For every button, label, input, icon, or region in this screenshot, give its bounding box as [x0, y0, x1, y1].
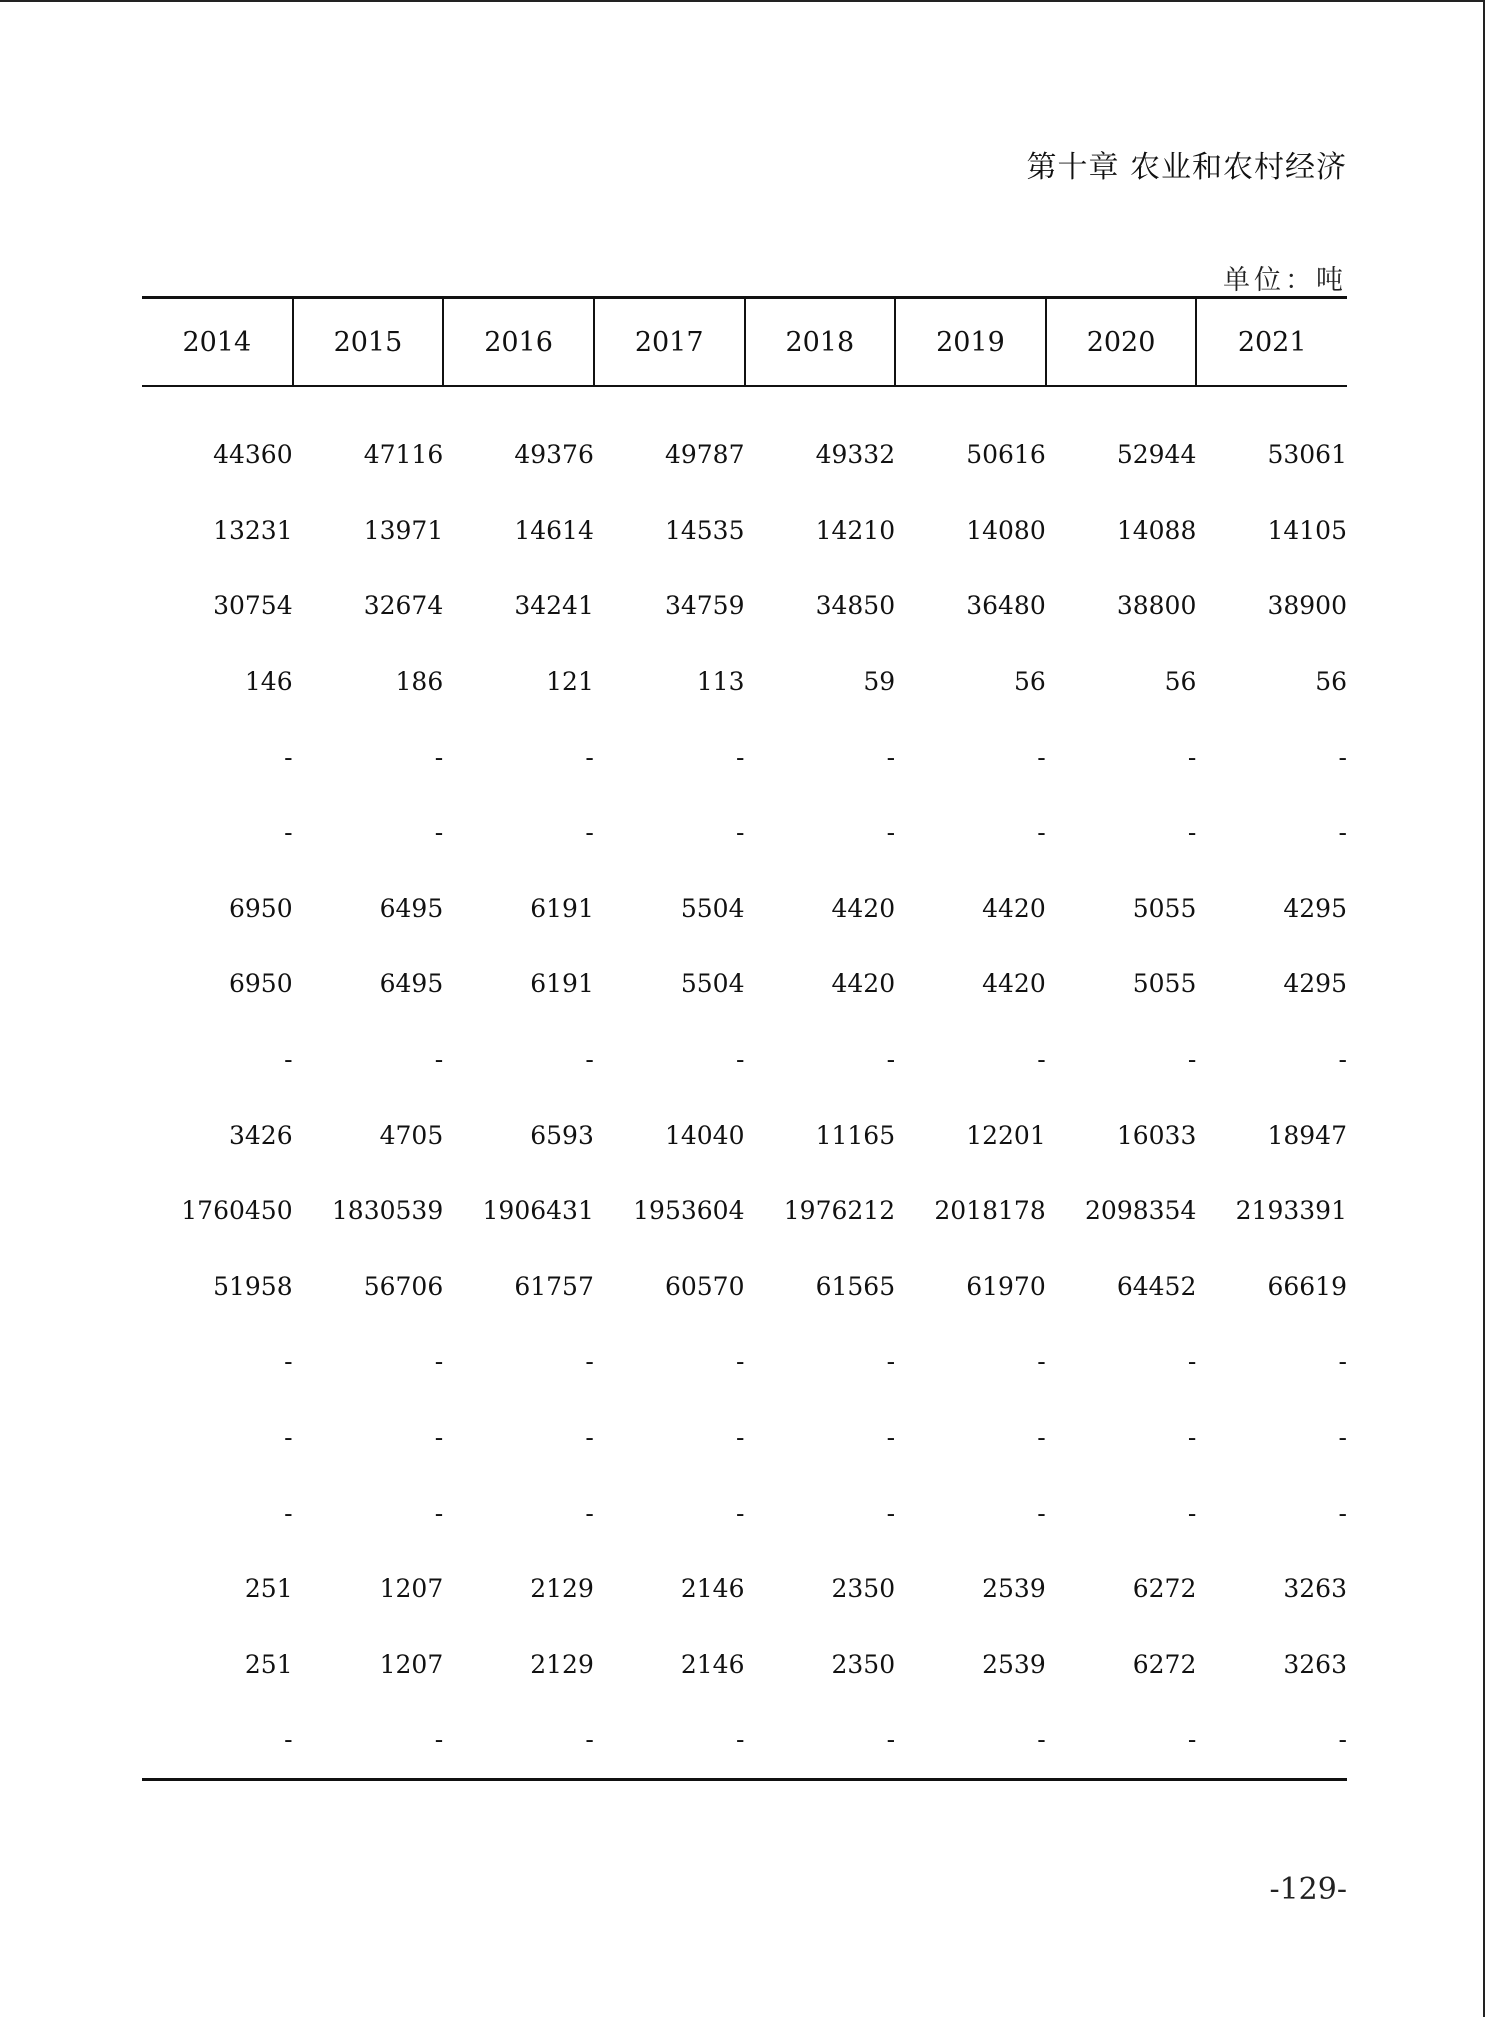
table-cell: 53061	[1267, 440, 1347, 470]
table-cell: 64452	[1116, 1271, 1197, 1301]
table-cell: -	[434, 1347, 444, 1377]
table-cell: -	[1187, 1498, 1197, 1528]
table-cell: 113	[696, 667, 745, 697]
table-cell: 14088	[1116, 515, 1197, 545]
column-header: 2021	[1196, 298, 1347, 387]
table-row	[142, 795, 1347, 871]
table-cell: -	[284, 1423, 293, 1453]
table-cell: -	[886, 818, 896, 848]
table-cell: 6272	[1132, 1649, 1197, 1679]
table-cell: 1830539	[331, 1196, 444, 1226]
table-cell: 60570	[664, 1271, 745, 1301]
table-cell: 3263	[1283, 1649, 1347, 1679]
table-cell: -	[895, 1702, 1046, 1779]
unit-label: 单位：吨	[1223, 265, 1347, 296]
column-header: 2020	[1046, 298, 1197, 387]
table-cell: 36480	[966, 591, 1046, 621]
table-cell: 6950	[229, 893, 293, 923]
table-cell: 4420	[831, 969, 896, 999]
spacer-cell	[142, 386, 1347, 417]
table-cell: -	[142, 1702, 293, 1779]
table-cell: -	[293, 1702, 444, 1779]
table-cell: -	[1338, 818, 1347, 848]
table-cell: -	[1187, 1347, 1197, 1377]
table-cell: 6495	[379, 893, 444, 923]
table-cell: 66619	[1267, 1271, 1347, 1301]
column-header: 2014	[142, 298, 293, 387]
table-cell: 3426	[229, 1120, 293, 1150]
table-cell: 4295	[1283, 893, 1347, 923]
column-header: 2016	[443, 298, 594, 387]
table-cell: 251	[244, 1574, 293, 1604]
table-cell: -	[736, 1347, 745, 1377]
table-cell: 14210	[815, 515, 896, 545]
table-cell: 1207	[379, 1574, 444, 1604]
table-cell: 16033	[1116, 1120, 1197, 1150]
column-header: 2019	[895, 298, 1046, 387]
table-cell: 61757	[514, 1271, 594, 1301]
table-cell: 13971	[363, 515, 444, 545]
table-row	[142, 1097, 1347, 1173]
table-cell: -	[1037, 1045, 1046, 1075]
table-cell: 5504	[680, 893, 745, 923]
table-cell: 14105	[1267, 515, 1347, 545]
table-cell: -	[1037, 1423, 1046, 1453]
table-cell: -	[594, 1702, 745, 1779]
table-cell: 11165	[815, 1120, 896, 1150]
table-cell: -	[886, 1498, 896, 1528]
table-cell: 4420	[982, 969, 1046, 999]
table-cell: 2146	[680, 1574, 745, 1604]
table-cell: 121	[546, 667, 594, 697]
table-cell: -	[736, 742, 745, 772]
table-cell: 56	[1315, 667, 1347, 697]
table-cell: 1207	[379, 1649, 444, 1679]
table-row	[142, 1173, 1347, 1249]
table-cell: 34759	[664, 591, 745, 621]
table-cell: 6272	[1132, 1574, 1197, 1604]
table-cell: -	[1338, 742, 1347, 772]
table-cell: 1760450	[181, 1196, 293, 1226]
table-cell: 2350	[831, 1574, 896, 1604]
table-cell: -	[886, 1347, 896, 1377]
table-cell: -	[434, 1498, 444, 1528]
table-cell: 47116	[363, 440, 444, 470]
table-cell: 32674	[363, 591, 444, 621]
table-cell: 1906431	[482, 1196, 594, 1226]
table-cell: -	[886, 1423, 896, 1453]
table-cell: -	[886, 742, 896, 772]
table-cell: 2018178	[934, 1196, 1046, 1226]
table-cell: 2146	[680, 1649, 745, 1679]
table-cell: 2098354	[1085, 1196, 1197, 1226]
table-cell: -	[284, 742, 293, 772]
table-cell: -	[585, 1347, 594, 1377]
table-cell: -	[1338, 1498, 1347, 1528]
table-row	[142, 1249, 1347, 1325]
table-row	[142, 1551, 1347, 1627]
table-cell: -	[434, 742, 444, 772]
table-cell: -	[1187, 818, 1197, 848]
table-cell: -	[1187, 1045, 1197, 1075]
table-cell: 2129	[530, 1574, 594, 1604]
table-cell: -	[284, 1498, 293, 1528]
table-cell: -	[284, 818, 293, 848]
table-cell: -	[585, 1045, 594, 1075]
table-cell: -	[1338, 1423, 1347, 1453]
table-cell: -	[1187, 1423, 1197, 1453]
table-cell: -	[434, 818, 444, 848]
table-cell: -	[736, 818, 745, 848]
table-cell: 6593	[530, 1120, 594, 1150]
table-body	[142, 386, 1347, 1779]
table-cell: 6191	[530, 893, 594, 923]
column-header: 2017	[594, 298, 745, 387]
table-cell: -	[1037, 1347, 1046, 1377]
table-row	[142, 1702, 1347, 1779]
table-cell: 18947	[1267, 1120, 1347, 1150]
table-row	[142, 644, 1347, 720]
table-cell: 146	[244, 667, 293, 697]
table-row	[142, 1324, 1347, 1400]
table-row	[142, 1400, 1347, 1476]
table-cell: -	[1037, 1498, 1046, 1528]
table-cell: -	[886, 1045, 896, 1075]
table-cell: 4420	[982, 893, 1046, 923]
table-row	[142, 946, 1347, 1022]
table-cell: -	[1037, 742, 1046, 772]
table-cell: 4295	[1283, 969, 1347, 999]
table-row	[142, 417, 1347, 493]
table-cell: -	[585, 1498, 594, 1528]
table-cell: 2193391	[1235, 1196, 1347, 1226]
table-cell: -	[1338, 1045, 1347, 1075]
table-cell: 2539	[982, 1649, 1046, 1679]
table-cell: 2129	[530, 1649, 594, 1679]
table-cell: 2350	[831, 1649, 896, 1679]
table-cell: -	[443, 1702, 594, 1779]
table-row	[142, 871, 1347, 947]
table-cell: 52944	[1116, 440, 1197, 470]
table-cell: 14040	[664, 1120, 745, 1150]
table-cell: -	[585, 742, 594, 772]
table-cell: 14080	[966, 515, 1046, 545]
table-cell: 12201	[966, 1120, 1046, 1150]
table-cell: -	[736, 1045, 745, 1075]
table-cell: -	[585, 1423, 594, 1453]
table-cell: 49332	[815, 440, 896, 470]
table-row	[142, 719, 1347, 795]
table-cell: -	[736, 1423, 745, 1453]
table-cell: -	[1338, 1347, 1347, 1377]
table-cell: 59	[863, 667, 896, 697]
table-cell: 4420	[831, 893, 896, 923]
table-cell: 50616	[966, 440, 1046, 470]
table-cell: 34241	[514, 591, 594, 621]
column-header: 2018	[745, 298, 896, 387]
table-row	[142, 568, 1347, 644]
table-cell: 51958	[213, 1271, 293, 1301]
table-cell: 3263	[1283, 1574, 1347, 1604]
table-cell: 61970	[966, 1271, 1046, 1301]
table-row	[142, 1475, 1347, 1551]
table-row	[142, 493, 1347, 569]
table-cell: -	[736, 1498, 745, 1528]
table-row	[142, 1627, 1347, 1703]
table-cell: 49787	[664, 440, 745, 470]
table-cell: 251	[244, 1649, 293, 1679]
table-cell: -	[1196, 1702, 1347, 1779]
table-row	[142, 1022, 1347, 1098]
table-cell: 49376	[514, 440, 594, 470]
table-cell: 34850	[815, 591, 896, 621]
table-cell: 1953604	[633, 1196, 745, 1226]
table-cell: -	[1187, 742, 1197, 772]
column-header: 2015	[293, 298, 444, 387]
table-cell: -	[434, 1423, 444, 1453]
table-cell: 6950	[229, 969, 293, 999]
table-cell: 56	[1013, 667, 1046, 697]
table-cell: 5055	[1132, 893, 1197, 923]
table-cell: -	[284, 1045, 293, 1075]
table-cell: 13231	[213, 515, 293, 545]
table-cell: 6191	[530, 969, 594, 999]
table-cell: 56	[1164, 667, 1197, 697]
table-cell: 6495	[379, 969, 444, 999]
table-cell: 1976212	[783, 1196, 896, 1226]
table-cell: 14614	[514, 515, 594, 545]
table-cell: 2539	[982, 1574, 1046, 1604]
table-cell: 61565	[815, 1271, 896, 1301]
table-cell: -	[1037, 818, 1046, 848]
table-cell: -	[434, 1045, 444, 1075]
table-cell: 14535	[664, 515, 745, 545]
spacer-row	[142, 386, 1347, 417]
table-cell: 38800	[1116, 591, 1197, 621]
table-cell: 38900	[1267, 591, 1347, 621]
table-cell: -	[585, 818, 594, 848]
table-cell: 186	[395, 667, 444, 697]
chapter-title: 第十章 农业和农村经济	[1026, 150, 1347, 185]
table-cell: 44360	[213, 440, 293, 470]
table-cell: 4705	[379, 1120, 444, 1150]
table-cell: 5504	[680, 969, 745, 999]
page-number: -129-	[1269, 1872, 1347, 1907]
data-table	[142, 296, 1347, 1781]
table-cell: 56706	[363, 1271, 444, 1301]
table-cell: -	[1046, 1702, 1197, 1779]
table-header-row	[142, 298, 1347, 387]
table-cell: 5055	[1132, 969, 1197, 999]
table-cell: -	[745, 1702, 896, 1779]
table-cell: 30754	[213, 591, 293, 621]
table-cell: -	[284, 1347, 293, 1377]
